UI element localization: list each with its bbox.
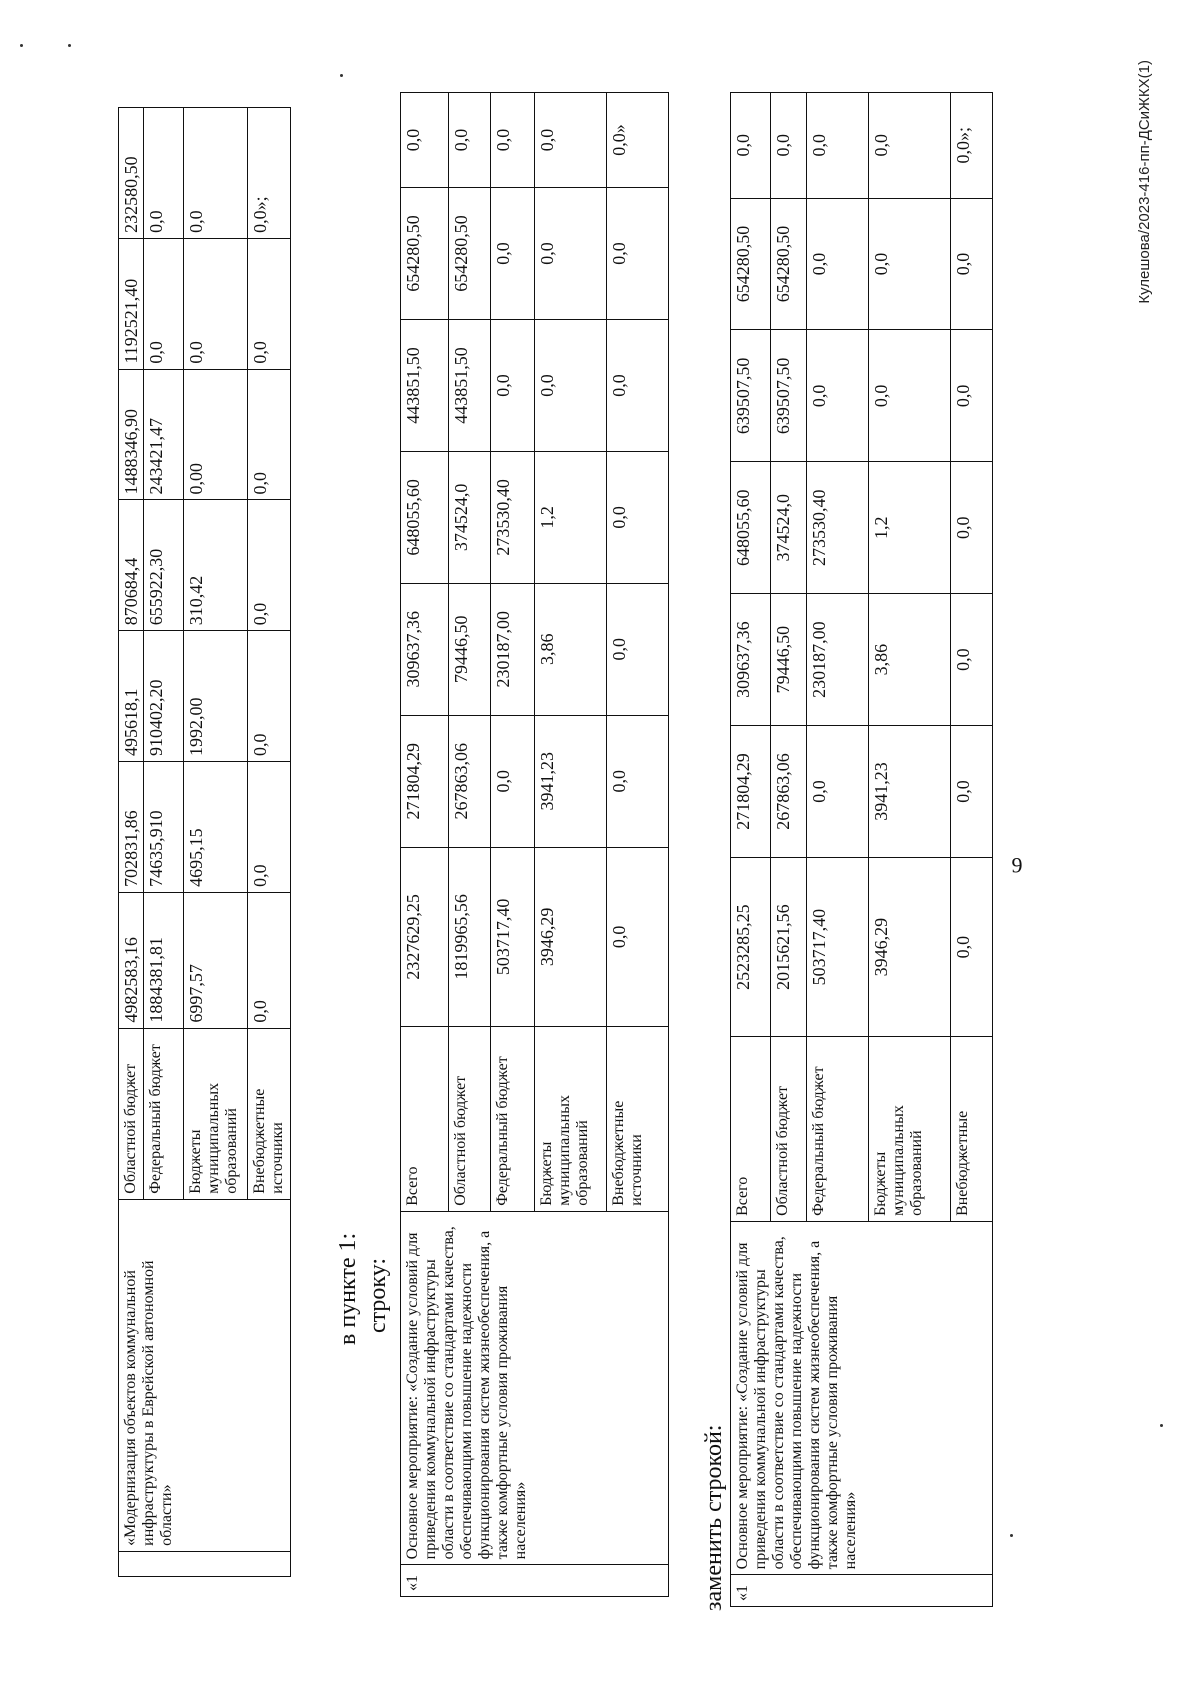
value-cell: 0,0 [248, 631, 291, 762]
value-cell: 0,0 [607, 847, 669, 1026]
value-cell: 267863,06 [771, 726, 807, 858]
value-cell: 3941,23 [869, 726, 951, 858]
value-cell: 2327629,25 [401, 847, 449, 1026]
value-cell: 0,0 [607, 715, 669, 847]
scan-speck [1010, 1534, 1013, 1537]
value-cell: 702831,86 [119, 762, 144, 893]
value-cell: 0,0 [731, 93, 771, 199]
funding-source-cell: Областной бюджет [449, 1027, 491, 1212]
value-cell: 648055,60 [731, 462, 771, 594]
value-cell: 0,0 [951, 726, 993, 858]
value-cell: 0,0 [491, 188, 535, 320]
value-cell: 0,0 [449, 93, 491, 188]
value-cell: 0,0 [248, 238, 291, 369]
scan-speck [20, 44, 23, 47]
row-number-cell: «1 [731, 1575, 993, 1607]
value-cell: 639507,50 [731, 330, 771, 462]
value-cell: 0,0 [869, 93, 951, 199]
funding-source-cell: Федеральный бюджет [491, 1027, 535, 1212]
value-cell: 273530,40 [807, 462, 869, 594]
value-cell: 1488346,90 [119, 369, 144, 500]
value-cell: 0,0»; [248, 108, 291, 239]
value-cell: 3946,29 [869, 857, 951, 1036]
value-cell: 0,0 [951, 594, 993, 726]
value-cell: 0,0 [807, 198, 869, 330]
funding-source-cell: Бюджеты муниципальных образований [869, 1037, 951, 1222]
value-cell: 0,0 [184, 108, 248, 239]
value-cell: 639507,50 [771, 330, 807, 462]
value-cell: 870684,4 [119, 500, 144, 631]
table-row [119, 108, 144, 1577]
value-cell: 0,0 [184, 238, 248, 369]
value-cell: 232580,50 [119, 108, 144, 239]
funding-source-cell: Бюджеты муниципальных образований [535, 1027, 607, 1212]
value-cell: 648055,60 [401, 451, 449, 583]
value-cell: 0,0 [248, 369, 291, 500]
value-cell: 310,42 [184, 500, 248, 631]
value-cell: 443851,50 [401, 319, 449, 451]
value-cell: 654280,50 [771, 198, 807, 330]
value-cell: 3,86 [869, 594, 951, 726]
value-cell: 654280,50 [731, 198, 771, 330]
value-cell: 1,2 [869, 462, 951, 594]
value-cell: 309637,36 [401, 583, 449, 715]
section-heading: заменить строкой: [701, 1424, 727, 1611]
measure-title-cell: «Модернизация объектов коммунальной инфраструктуры в Еврейской автономной области» [119, 1199, 291, 1551]
value-cell: 1,2 [535, 451, 607, 583]
scan-speck [68, 44, 71, 47]
value-cell: 1192521,40 [119, 238, 144, 369]
value-cell: 0,0 [951, 330, 993, 462]
value-cell: 3941,23 [535, 715, 607, 847]
funding-source-cell: Внебюджетные источники [248, 1028, 291, 1199]
value-cell: 503717,40 [491, 847, 535, 1026]
measure-title-cell: Основное мероприятие: «Создание условий для приведения коммунальной инфраструктуры области в соответствие со стандартами качества, обеспечивающими повышение надежности функционирования систем жизнеобеспечения, а также комфортные условия проживания населения» [731, 1221, 993, 1574]
table-row [731, 93, 771, 1607]
value-cell: 495618,1 [119, 631, 144, 762]
value-cell: 79446,50 [771, 594, 807, 726]
page-number: 9 [1011, 852, 1023, 878]
scan-speck [340, 74, 343, 77]
value-cell: 654280,50 [401, 188, 449, 320]
value-cell: 74635,910 [144, 762, 184, 893]
value-cell: 655922,30 [144, 500, 184, 631]
value-cell: 0,0»; [951, 93, 993, 199]
row-number-cell [119, 1551, 291, 1576]
value-cell: 1819965,56 [449, 847, 491, 1026]
value-cell: 271804,29 [401, 715, 449, 847]
value-cell: 0,0 [607, 188, 669, 320]
value-cell: 0,0 [807, 93, 869, 199]
table-row [401, 93, 449, 1597]
value-cell: 374524,0 [771, 462, 807, 594]
value-cell: 0,0 [869, 330, 951, 462]
value-cell: 0,0 [869, 198, 951, 330]
section-heading: строку: [365, 1257, 391, 1333]
new-row-table [730, 92, 993, 1607]
value-cell: 503717,40 [807, 857, 869, 1036]
value-cell: 0,0 [491, 93, 535, 188]
value-cell: 1992,00 [184, 631, 248, 762]
value-cell: 2015621,56 [771, 857, 807, 1036]
value-cell: 0,0 [401, 93, 449, 188]
value-cell: 309637,36 [731, 594, 771, 726]
value-cell: 271804,29 [731, 726, 771, 858]
section-heading: в пункте 1: [335, 1232, 361, 1345]
value-cell: 243421,47 [144, 369, 184, 500]
value-cell: 1884381,81 [144, 892, 184, 1028]
funding-source-cell: Федеральный бюджет [144, 1028, 184, 1199]
value-cell: 0,0 [607, 319, 669, 451]
value-cell: 0,0» [607, 93, 669, 188]
value-cell: 0,0 [807, 726, 869, 858]
value-cell: 0,0 [771, 93, 807, 199]
value-cell: 910402,20 [144, 631, 184, 762]
value-cell: 0,0 [144, 108, 184, 239]
value-cell: 0,0 [535, 93, 607, 188]
funding-source-cell: Всего [401, 1027, 449, 1212]
funding-source-cell: Бюджеты муниципальных образований [184, 1028, 248, 1199]
funding-source-cell: Областной бюджет [771, 1037, 807, 1222]
funding-source-cell: Внебюджетные [951, 1037, 993, 1222]
value-cell: 0,00 [184, 369, 248, 500]
value-cell: 230187,00 [491, 583, 535, 715]
value-cell: 0,0 [248, 762, 291, 893]
funding-source-cell: Внебюджетные источники [607, 1027, 669, 1212]
value-cell: 374524,0 [449, 451, 491, 583]
row-number-cell: «1 [401, 1565, 669, 1597]
value-cell: 0,0 [491, 715, 535, 847]
value-cell: 0,0 [951, 198, 993, 330]
value-cell: 6997,57 [184, 892, 248, 1028]
scan-speck [1160, 1424, 1163, 1427]
value-cell: 3,86 [535, 583, 607, 715]
funding-source-cell: Областной бюджет [119, 1028, 144, 1199]
value-cell: 0,0 [248, 892, 291, 1028]
value-cell: 0,0 [607, 583, 669, 715]
value-cell: 273530,40 [491, 451, 535, 583]
document-footer-code: Кулешова/2023-416-пп-ДСиЖКХ(1) [1136, 60, 1153, 304]
value-cell: 2523285,25 [731, 857, 771, 1036]
value-cell: 4695,15 [184, 762, 248, 893]
old-row-table [400, 92, 669, 1597]
value-cell: 0,0 [491, 319, 535, 451]
value-cell: 230187,00 [807, 594, 869, 726]
value-cell: 3946,29 [535, 847, 607, 1026]
value-cell: 267863,06 [449, 715, 491, 847]
value-cell: 0,0 [535, 188, 607, 320]
value-cell: 0,0 [535, 319, 607, 451]
value-cell: 0,0 [144, 238, 184, 369]
value-cell: 654280,50 [449, 188, 491, 320]
value-cell: 0,0 [607, 451, 669, 583]
top-budget-table [118, 107, 291, 1577]
value-cell: 443851,50 [449, 319, 491, 451]
value-cell: 0,0 [807, 330, 869, 462]
value-cell: 4982583,16 [119, 892, 144, 1028]
measure-title-cell: Основное мероприятие: «Создание условий для приведения коммунальной инфраструктуры области в соответствие со стандартами качества, обеспечивающими повышение надежности функционирования систем жизнеобеспечения, а также комфортные условия проживания населения» [401, 1211, 669, 1565]
value-cell: 0,0 [951, 462, 993, 594]
funding-source-cell: Всего [731, 1037, 771, 1222]
funding-source-cell: Федеральный бюджет [807, 1037, 869, 1222]
value-cell: 79446,50 [449, 583, 491, 715]
value-cell: 0,0 [248, 500, 291, 631]
value-cell: 0,0 [951, 857, 993, 1036]
